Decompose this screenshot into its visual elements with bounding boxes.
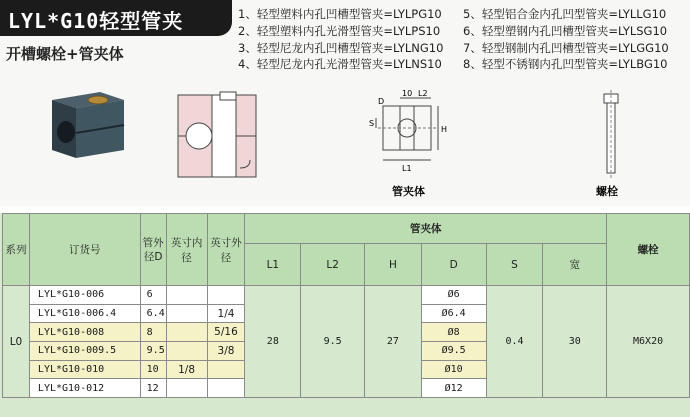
h-cell: 27 <box>365 286 422 398</box>
l2-cell: 9.5 <box>301 286 365 398</box>
header-h: H <box>365 244 422 286</box>
header-series: 系列 <box>3 214 30 286</box>
order-no-cell: LYL*G10-012 <box>29 379 140 398</box>
model-item: 2、轻型塑料内孔光滑型管夹=LYLPS10 <box>238 23 441 38</box>
l1-cell: 28 <box>245 286 301 398</box>
model-item: 1、轻型塑料内孔凹槽型管夹=LYLPG10 <box>238 7 442 21</box>
inch-id-cell <box>166 379 207 398</box>
pipe-od-cell: 6.4 <box>140 304 166 323</box>
bolt-caption: 螺栓 <box>596 185 618 198</box>
header-order-no: 订货号 <box>29 214 140 286</box>
series-cell: L0 <box>3 286 30 398</box>
spec-table-section <box>0 213 690 417</box>
clamp-body-caption: 管夹体 <box>392 185 425 198</box>
model-item: 5、轻型铝合金内孔凹型管夹=LYLLG10 <box>463 7 667 21</box>
header-s: S <box>486 244 543 286</box>
model-list <box>238 6 688 73</box>
dim-label-s: S <box>369 119 375 128</box>
d-cell: Ø6 <box>421 286 486 305</box>
header-d: D <box>421 244 486 286</box>
header-inch-id: 英寸内径 <box>166 214 207 286</box>
order-no-cell: LYL*G10-009.5 <box>29 342 140 361</box>
pipe-od-cell: 9.5 <box>140 342 166 361</box>
inch-od-cell: 3/8 <box>207 342 245 361</box>
dim-label-10: 10 <box>402 89 413 98</box>
dim-label-h: H <box>441 125 448 134</box>
inch-id-cell <box>166 342 207 361</box>
clamp-section-drawing <box>178 92 256 177</box>
header-l2: L2 <box>301 244 365 286</box>
header-width: 宽 <box>543 244 607 286</box>
product-header-section <box>0 0 690 206</box>
inch-od-cell <box>207 379 245 398</box>
model-item: 7、轻型钢制内孔凹槽型管夹=LYLGG10 <box>463 40 669 55</box>
inch-od-cell: 5/16 <box>207 323 245 342</box>
dimension-drawing <box>369 89 447 198</box>
d-cell: Ø6.4 <box>421 304 486 323</box>
header-bolt: 螺栓 <box>607 214 690 286</box>
header-inch-od: 英寸外径 <box>207 214 245 286</box>
order-no-cell: LYL*G10-006 <box>29 286 140 305</box>
model-item: 6、轻型塑钢内孔凹槽型管夹=LYLSG10 <box>463 23 668 38</box>
page-title: LYL*G10轻型管夹 <box>8 9 184 33</box>
header-pipe-od: 管外径D <box>140 214 166 286</box>
dim-label-l1: L1 <box>402 164 412 173</box>
clamp-photo <box>52 92 124 158</box>
model-row <box>238 6 688 23</box>
dim-label-l2: L2 <box>418 89 428 98</box>
d-cell: Ø9.5 <box>421 342 486 361</box>
page-subtitle: 开槽螺栓+管夹体 <box>6 45 124 63</box>
pipe-od-cell: 8 <box>140 323 166 342</box>
d-cell: Ø12 <box>421 379 486 398</box>
model-item: 4、轻型尼龙内孔光滑型管夹=LYLNS10 <box>238 57 442 72</box>
pipe-od-cell: 12 <box>140 379 166 398</box>
d-cell: Ø8 <box>421 323 486 342</box>
d-cell: Ø10 <box>421 360 486 379</box>
s-cell: 0.4 <box>486 286 543 398</box>
order-no-cell: LYL*G10-008 <box>29 323 140 342</box>
pipe-od-cell: 10 <box>140 360 166 379</box>
bolt-cell: M6X20 <box>607 286 690 398</box>
model-row <box>238 23 688 40</box>
title-bar <box>0 0 232 36</box>
inch-od-cell <box>207 286 245 305</box>
pipe-od-cell: 6 <box>140 286 166 305</box>
inch-od-cell <box>207 360 245 379</box>
model-item: 3、轻型尼龙内孔凹槽型管夹=LYLNG10 <box>238 40 444 55</box>
inch-id-cell <box>166 304 207 323</box>
order-no-cell: LYL*G10-006.4 <box>29 304 140 323</box>
table-row <box>3 286 690 305</box>
inch-id-cell <box>166 323 207 342</box>
dim-label-d: D <box>378 97 385 106</box>
header-l1: L1 <box>245 244 301 286</box>
inch-od-cell: 1/4 <box>207 304 245 323</box>
header-clamp-body: 管夹体 <box>245 214 607 244</box>
model-item: 8、轻型不锈钢内孔凹型管夹=LYLBG10 <box>463 57 668 72</box>
inch-id-cell <box>166 286 207 305</box>
order-no-cell: LYL*G10-010 <box>29 360 140 379</box>
inch-id-cell: 1/8 <box>166 360 207 379</box>
model-row <box>238 40 688 57</box>
technical-drawings <box>0 70 690 206</box>
width-cell: 30 <box>543 286 607 398</box>
bolt-drawing <box>596 90 618 198</box>
spec-table <box>2 213 690 398</box>
